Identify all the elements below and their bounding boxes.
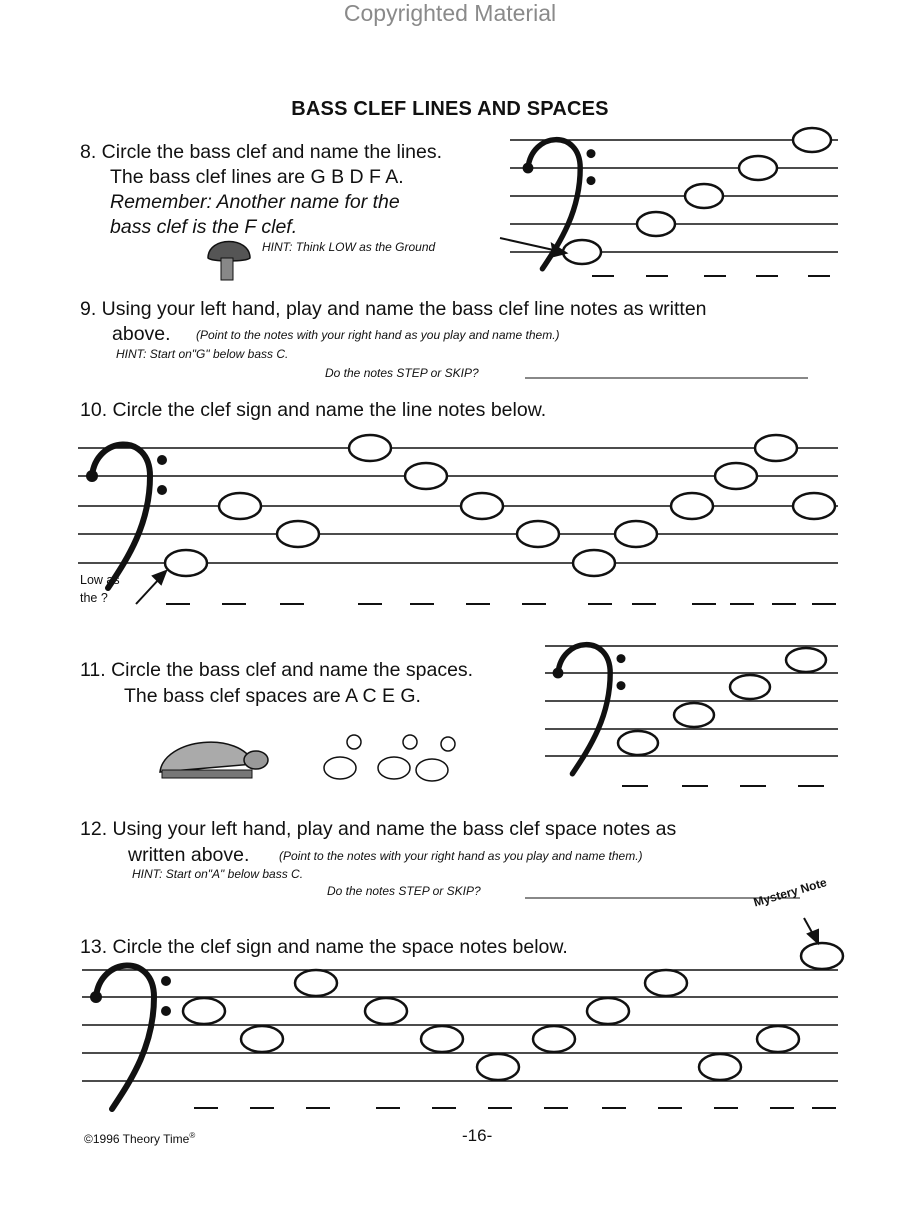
q13-mystery-note bbox=[801, 943, 843, 969]
q8-note bbox=[685, 184, 723, 208]
copyright-watermark: Copyrighted Material bbox=[343, 0, 557, 26]
q10-note bbox=[715, 463, 757, 489]
q10-note bbox=[671, 493, 713, 519]
q8-hint: HINT: Think LOW as the Ground bbox=[262, 240, 436, 254]
q10-note bbox=[793, 493, 835, 519]
q9-line2: above. bbox=[112, 323, 171, 345]
q13-bass-clef bbox=[90, 965, 171, 1109]
q8-note bbox=[793, 128, 831, 152]
q9-step-question: Do the notes STEP or SKIP? bbox=[325, 366, 479, 380]
q12-step-question: Do the notes STEP or SKIP? bbox=[327, 884, 481, 898]
footer-copyright: ©1996 Theory Time® bbox=[84, 1131, 196, 1146]
q10-note bbox=[349, 435, 391, 461]
q10-note bbox=[461, 493, 503, 519]
q8-staff bbox=[510, 140, 838, 252]
q13-note bbox=[421, 1026, 463, 1052]
hint-arrow bbox=[500, 238, 566, 256]
q13-note bbox=[533, 1026, 575, 1052]
q10-note bbox=[277, 521, 319, 547]
q11-line1: 11. Circle the bass clef and name the spaces. bbox=[80, 659, 474, 681]
q8-line1: 8. Circle the bass clef and name the lines. bbox=[80, 141, 443, 163]
q11-note bbox=[730, 675, 770, 699]
q12-hint: HINT: Start on"A" below bass C. bbox=[132, 867, 304, 881]
q13-note bbox=[295, 970, 337, 996]
turtle-icon bbox=[160, 742, 268, 778]
q10-note bbox=[573, 550, 615, 576]
q8-line4: bass clef is the F clef. bbox=[110, 216, 298, 238]
q10-note bbox=[165, 550, 207, 576]
page-number: -16- bbox=[462, 1126, 493, 1145]
q8-note bbox=[637, 212, 675, 236]
q13-note bbox=[645, 970, 687, 996]
q13-line1: 13. Circle the clef sign and name the space notes below. bbox=[80, 936, 568, 958]
q13-note bbox=[699, 1054, 741, 1080]
q13-note bbox=[183, 998, 225, 1024]
q9-point-note: (Point to the notes with your right hand as you play and name them.) bbox=[196, 328, 560, 342]
q11-line2: The bass clef spaces are A C E G. bbox=[124, 685, 421, 707]
q13-note bbox=[241, 1026, 283, 1052]
q12-line2: written above. bbox=[128, 844, 250, 866]
q10-low-arrow bbox=[136, 571, 166, 604]
q11-note bbox=[674, 703, 714, 727]
q10-low-label-2: the ? bbox=[80, 591, 108, 605]
q12-point-note: (Point to the notes with your right hand as you play and name them.) bbox=[279, 849, 643, 863]
q10-note bbox=[219, 493, 261, 519]
q11-note bbox=[786, 648, 826, 672]
q10-note bbox=[405, 463, 447, 489]
mystery-arrow bbox=[804, 918, 818, 943]
q10-note bbox=[615, 521, 657, 547]
q9-line1: 9. Using your left hand, play and name the bass clef line notes as written bbox=[80, 298, 707, 320]
q12-line1: 12. Using your left hand, play and name the bass clef space notes as bbox=[80, 818, 677, 840]
mystery-note-label: Mystery Note bbox=[752, 875, 829, 910]
q13-note bbox=[757, 1026, 799, 1052]
q8-line3: Remember: Another name for the bbox=[110, 191, 400, 213]
q10-note bbox=[517, 521, 559, 547]
q10-bass-clef bbox=[86, 444, 167, 588]
q11-note bbox=[618, 731, 658, 755]
mushroom-icon bbox=[208, 242, 250, 281]
page-title: BASS CLEF LINES AND SPACES bbox=[291, 98, 609, 120]
q9-hint: HINT: Start on"G" below bass C. bbox=[116, 347, 289, 361]
q13-note bbox=[365, 998, 407, 1024]
q8-line2: The bass clef lines are G B D F A. bbox=[110, 166, 404, 188]
q10-low-label-1: Low as bbox=[80, 573, 120, 587]
q8-note bbox=[563, 240, 601, 264]
q13-note bbox=[587, 998, 629, 1024]
ducks-icon bbox=[324, 735, 455, 781]
q10-line1: 10. Circle the clef sign and name the line notes below. bbox=[80, 399, 547, 421]
q13-note bbox=[477, 1054, 519, 1080]
q13-notes bbox=[183, 943, 843, 1080]
q10-note bbox=[755, 435, 797, 461]
q8-note bbox=[739, 156, 777, 180]
q11-bass-clef bbox=[553, 645, 626, 774]
